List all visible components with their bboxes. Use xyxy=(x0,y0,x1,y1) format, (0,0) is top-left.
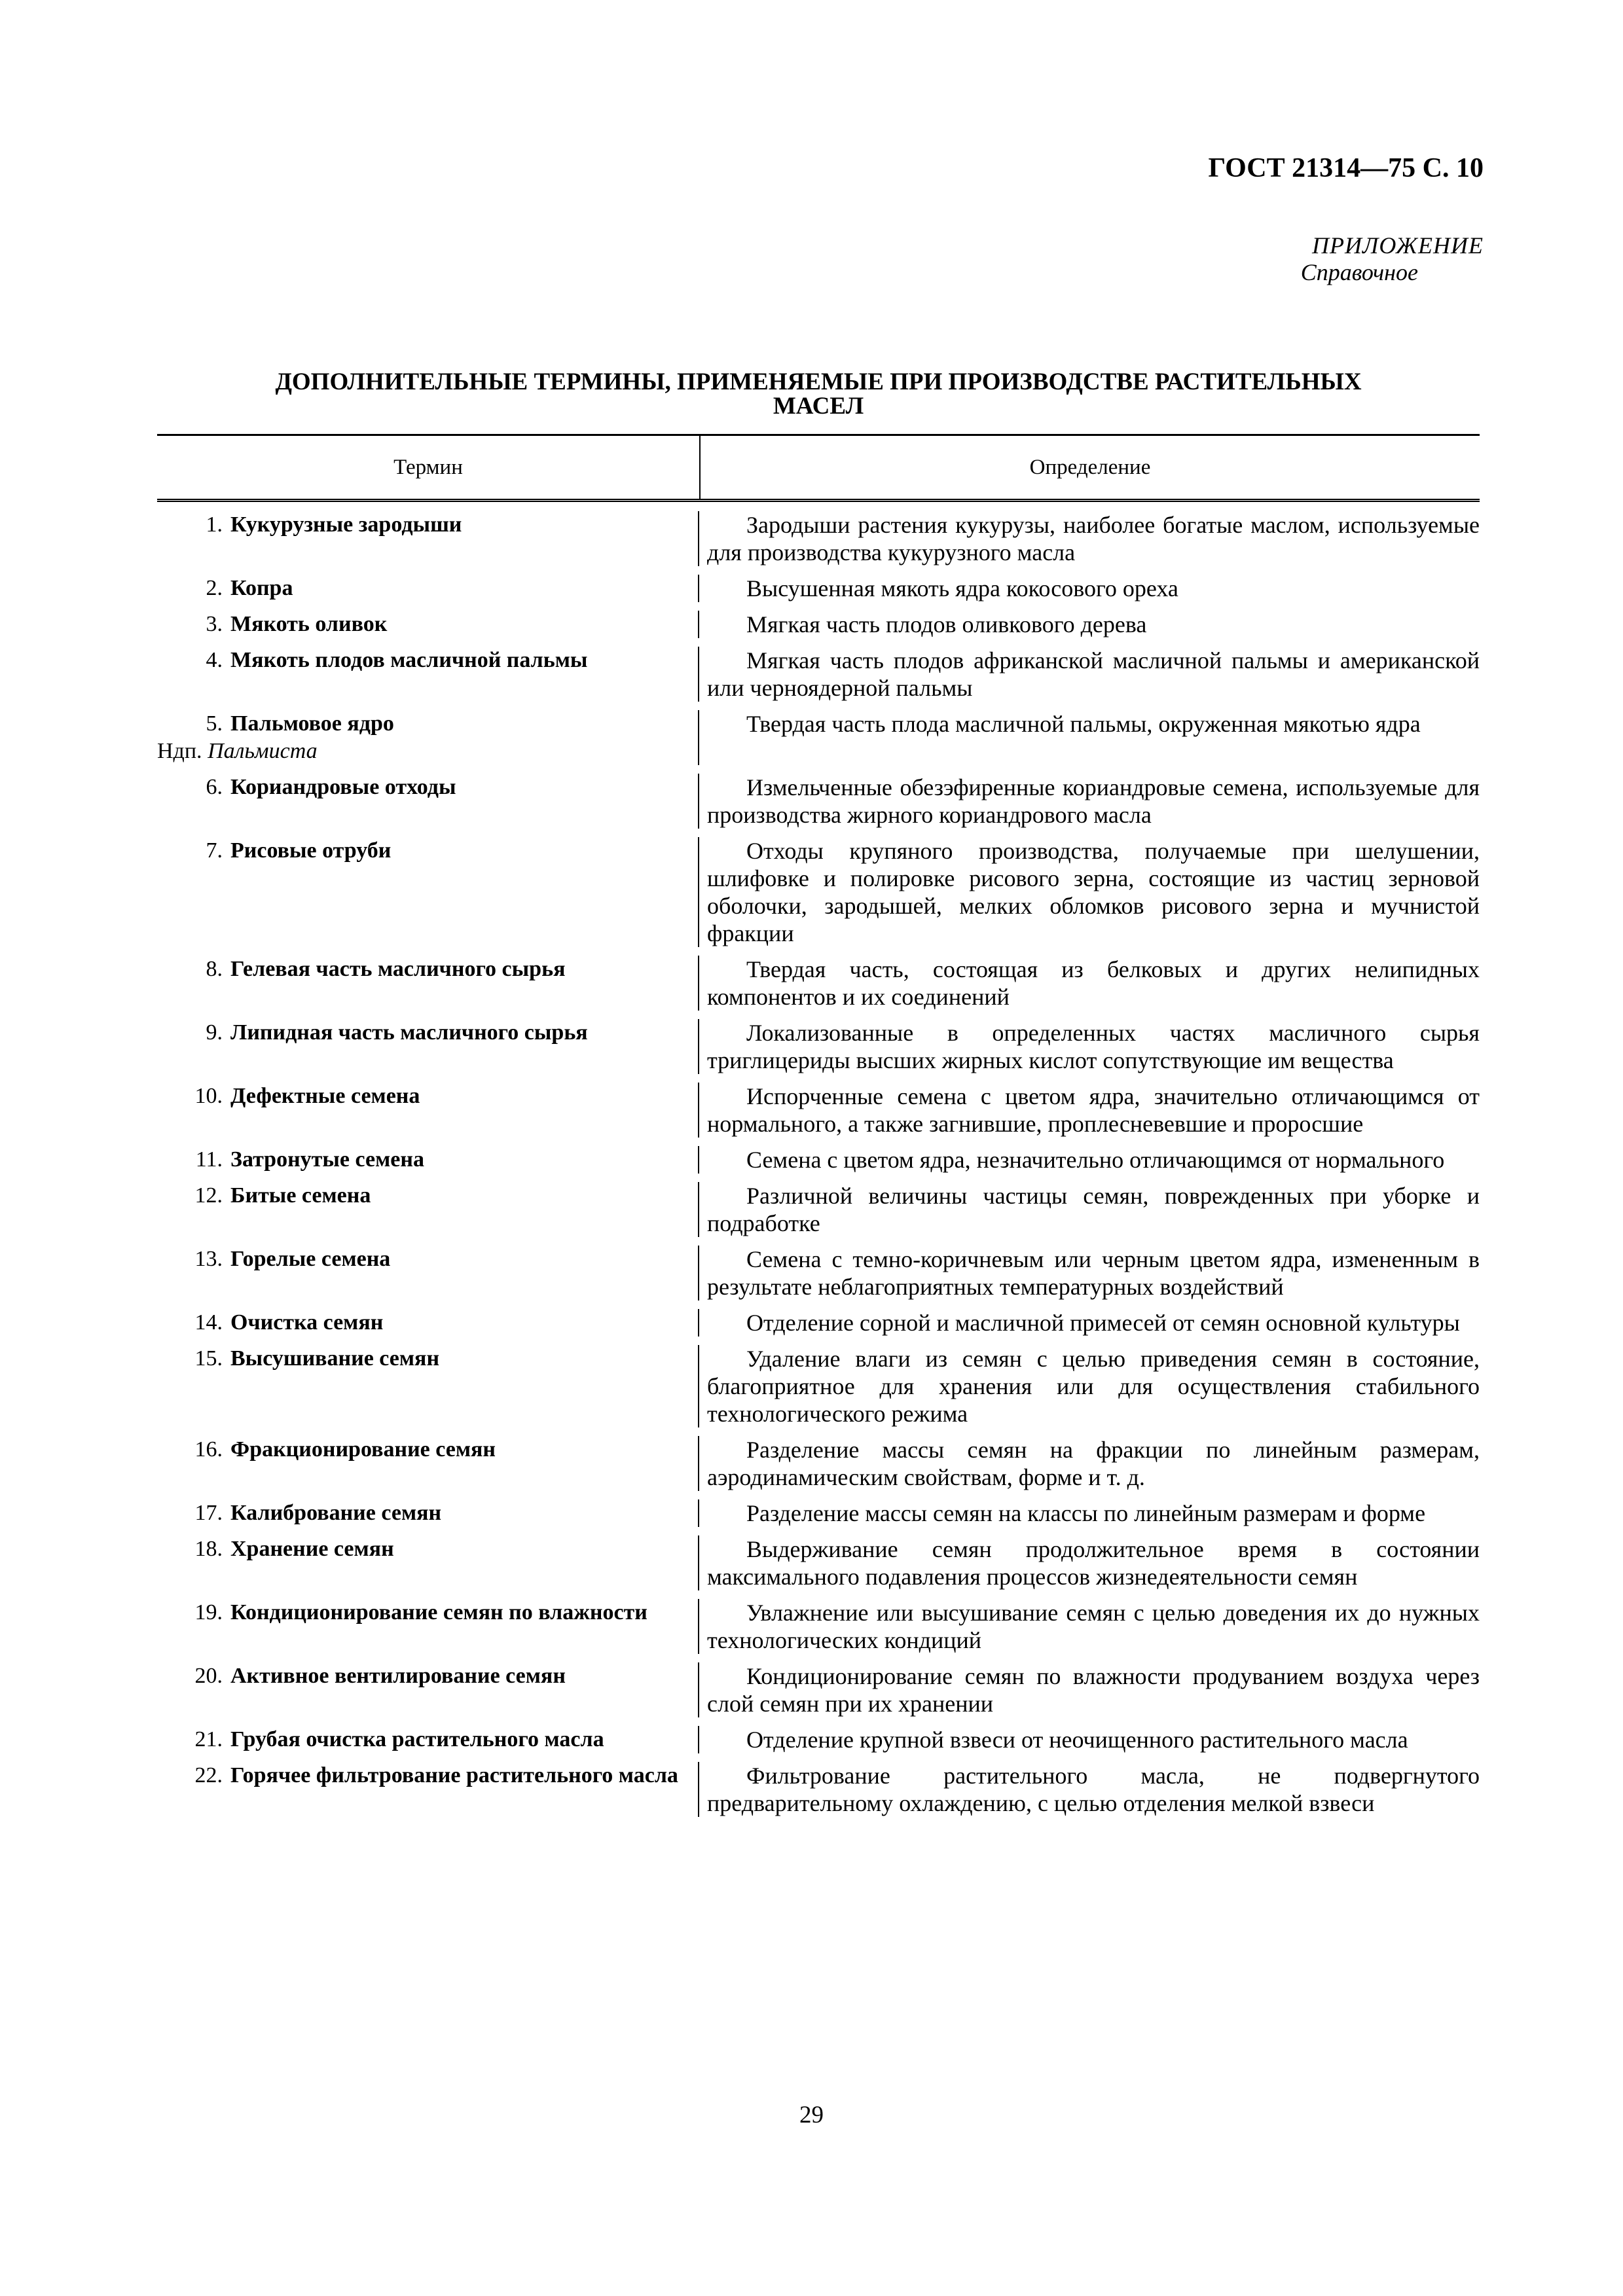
definition-cell xyxy=(699,647,1480,702)
definition-cell xyxy=(699,1146,1480,1174)
term-name: Мякоть оливок xyxy=(230,612,388,636)
term-cell xyxy=(157,611,699,638)
definition-text: Высушенная мякоть ядра кокосового ореха xyxy=(746,575,1178,601)
term-name: Активное вентилирование семян xyxy=(230,1664,566,1688)
term-number: 11. xyxy=(195,1147,223,1172)
term-cell xyxy=(157,1535,699,1590)
term-name: Мякоть плодов масличной пальмы xyxy=(230,648,588,672)
definition-cell xyxy=(699,1246,1480,1300)
definition-text: Отделение сорной и масличной примесей от семян основной культуры xyxy=(746,1310,1460,1336)
definition-text: Мягкая часть плодов оливкового дерева xyxy=(746,611,1147,637)
column-header-term: Термин xyxy=(157,436,701,499)
term-cell xyxy=(157,837,699,947)
term-cell xyxy=(157,647,699,702)
term-number: 12. xyxy=(194,1183,223,1208)
term-number: 2. xyxy=(206,576,223,600)
term-cell xyxy=(157,1436,699,1491)
term-name: Хранение семян xyxy=(230,1537,394,1561)
annex-type: Справочное xyxy=(1300,259,1418,286)
definition-cell xyxy=(699,1662,1480,1717)
page-title xyxy=(157,370,1480,418)
definition-cell xyxy=(699,1499,1480,1527)
definition-cell xyxy=(699,1345,1480,1427)
term-number: 5. xyxy=(206,711,223,736)
table-row xyxy=(157,1599,1480,1662)
table-row xyxy=(157,1345,1480,1436)
definition-cell xyxy=(699,1762,1480,1817)
definition-text: Удаление влаги из семян с целью приведения семян в состояние, благоприятное для хранения или для осуществления стабильного технологического режима xyxy=(707,1346,1480,1427)
term-number: 10. xyxy=(194,1084,223,1108)
annex-label: ПРИЛОЖЕНИЕ xyxy=(1312,232,1484,259)
table-body xyxy=(157,502,1480,1825)
title-line-2: МАСЕЛ xyxy=(773,393,864,420)
term-number: 9. xyxy=(206,1020,223,1045)
definition-cell xyxy=(699,1083,1480,1138)
column-header-definition: Определение xyxy=(1029,455,1151,479)
term-name: Кориандровые отходы xyxy=(230,775,456,799)
definition-cell xyxy=(699,611,1480,638)
definition-text: Отделение крупной взвеси от неочищенного растительного масла xyxy=(746,1727,1408,1753)
definition-cell xyxy=(699,1309,1480,1336)
table-row xyxy=(157,1019,1480,1083)
table-row xyxy=(157,1499,1480,1535)
term-cell xyxy=(157,1499,699,1527)
term-cell xyxy=(157,1146,699,1174)
annex-label-block xyxy=(1301,232,1484,287)
definition-cell xyxy=(699,1535,1480,1590)
definition-text: Семена с темно-коричневым или черным цветом ядра, измененным в результате неблагоприятных температурных воздействий xyxy=(707,1246,1480,1300)
table-row xyxy=(157,1083,1480,1146)
non-recommended-value: Пальмиста xyxy=(208,739,318,763)
term-cell xyxy=(157,1309,699,1336)
term-cell xyxy=(157,1019,699,1074)
term-name: Калибрование семян xyxy=(230,1501,442,1525)
table-row xyxy=(157,1662,1480,1726)
term-number: 8. xyxy=(206,957,223,981)
definition-cell xyxy=(699,1726,1480,1753)
table-row xyxy=(157,837,1480,956)
term-name: Горячее фильтрование растительного масла xyxy=(230,1763,678,1787)
term-cell xyxy=(157,956,699,1011)
term-name: Грубая очистка растительного масла xyxy=(230,1727,604,1751)
page-number: 29 xyxy=(799,2102,824,2128)
term-name: Пальмовое ядро xyxy=(230,711,394,736)
definition-text: Отходы крупяного производства, получаемые при шелушении, шлифовке и полировке рисового зерна, состоящие из частиц зерновой оболочки, зародышей, мелких обломков рисового зерна и мучнистой фракции xyxy=(707,838,1480,946)
term-name: Кондиционирование семян по влажности xyxy=(230,1600,647,1624)
table-row xyxy=(157,1246,1480,1309)
table-row xyxy=(157,774,1480,837)
term-name: Фракционирование семян xyxy=(230,1437,496,1462)
term-number: 13. xyxy=(194,1247,223,1271)
table-header xyxy=(157,434,1480,502)
definition-text: Кондиционирование семян по влажности продуванием воздуха через слой семян при их хранении xyxy=(707,1663,1480,1717)
term-cell xyxy=(157,1599,699,1654)
table-row xyxy=(157,710,1480,774)
definition-cell xyxy=(699,1599,1480,1654)
definition-text: Мягкая часть плодов африканской масличной пальмы и американской или черноядерной пальмы xyxy=(707,647,1480,701)
table-row xyxy=(157,1762,1480,1825)
term-number: 15. xyxy=(194,1346,223,1371)
term-cell xyxy=(157,1345,699,1427)
definition-text: Локализованные в определенных частях масличного сырья триглицериды высших жирных кислот сопутствующие им вещества xyxy=(707,1020,1480,1073)
term-number: 22. xyxy=(194,1763,223,1787)
term-name: Дефектные семена xyxy=(230,1084,420,1108)
non-recommended-label: Ндп. xyxy=(157,739,202,763)
term-cell xyxy=(157,710,699,765)
term-number: 21. xyxy=(194,1727,223,1751)
definition-cell xyxy=(699,1019,1480,1074)
table-row xyxy=(157,1146,1480,1182)
term-number: 16. xyxy=(194,1437,223,1462)
term-number: 6. xyxy=(206,775,223,799)
definition-text: Фильтрование растительного масла, не подвергнутого предварительному охлаждению, с целью отделения мелкой взвеси xyxy=(707,1763,1480,1816)
table-row xyxy=(157,1535,1480,1599)
definition-text: Измельченные обезэфиренные кориандровые семена, используемые для производства жирного кориандрового масла xyxy=(707,774,1480,828)
term-number: 4. xyxy=(206,648,223,672)
title-line-1: ДОПОЛНИТЕЛЬНЫЕ ТЕРМИНЫ, ПРИМЕНЯЕМЫЕ ПРИ ПРОИЗВОДСТВЕ РАСТИТЕЛЬНЫХ xyxy=(275,368,1362,395)
definition-cell xyxy=(699,511,1480,566)
non-recommended-term xyxy=(157,738,686,765)
term-cell xyxy=(157,1662,699,1717)
definition-text: Увлажнение или высушивание семян с целью доведения их до нужных технологических кондиций xyxy=(707,1600,1480,1653)
definition-cell xyxy=(699,710,1480,765)
definition-cell xyxy=(699,1436,1480,1491)
term-number: 1. xyxy=(206,512,223,537)
term-number: 20. xyxy=(194,1664,223,1688)
definition-cell xyxy=(699,774,1480,829)
term-cell xyxy=(157,1182,699,1237)
term-number: 7. xyxy=(206,838,223,863)
definition-text: Разделение массы семян на классы по линейным размерам и форме xyxy=(746,1500,1426,1526)
term-name: Копра xyxy=(230,576,293,600)
term-name: Липидная часть масличного сырья xyxy=(230,1020,588,1045)
table-row xyxy=(157,1309,1480,1345)
term-cell xyxy=(157,575,699,602)
term-name: Высушивание семян xyxy=(230,1346,440,1371)
table-row xyxy=(157,1726,1480,1762)
term-name: Затронутые семена xyxy=(230,1147,424,1172)
table-row xyxy=(157,575,1480,611)
term-cell xyxy=(157,1083,699,1138)
document-code: ГОСТ 21314—75 С. 10 xyxy=(1208,153,1484,183)
term-cell xyxy=(157,774,699,829)
term-cell xyxy=(157,511,699,566)
term-name: Очистка семян xyxy=(230,1310,384,1335)
table-row xyxy=(157,611,1480,647)
definition-text: Семена с цветом ядра, незначительно отличающимся от нормального xyxy=(746,1147,1445,1173)
definition-text: Зародыши растения кукурузы, наиболее богатые маслом, используемые для производства кукурузного масла xyxy=(707,512,1480,565)
terms-table xyxy=(157,434,1480,1825)
definition-cell xyxy=(699,956,1480,1011)
table-row xyxy=(157,1182,1480,1246)
term-name: Кукурузные зародыши xyxy=(230,512,462,537)
term-cell xyxy=(157,1246,699,1300)
term-name: Битые семена xyxy=(230,1183,371,1208)
table-row xyxy=(157,956,1480,1019)
term-number: 18. xyxy=(194,1537,223,1561)
definition-text: Различной величины частицы семян, поврежденных при уборке и подработке xyxy=(707,1183,1480,1236)
term-name: Гелевая часть масличного сырья xyxy=(230,957,566,981)
definition-text: Испорченные семена с цветом ядра, значительно отличающимся от нормального, а также загнившие, проплесневевшие и проросшие xyxy=(707,1083,1480,1137)
definition-text: Разделение массы семян на фракции по линейным размерам, аэродинамическим свойствам, форме и т. д. xyxy=(707,1437,1480,1490)
term-cell xyxy=(157,1762,699,1817)
term-number: 14. xyxy=(194,1310,223,1335)
definition-text: Выдерживание семян продолжительное время в состоянии максимального подавления процессов жизнедеятельности семян xyxy=(707,1536,1480,1590)
definition-text: Твердая часть, состоящая из белковых и других нелипидных компонентов и их соединений xyxy=(707,956,1480,1010)
table-row xyxy=(157,511,1480,575)
term-name: Рисовые отруби xyxy=(230,838,392,863)
definition-text: Твердая часть плода масличной пальмы, окруженная мякотью ядра xyxy=(746,711,1421,737)
term-cell xyxy=(157,1726,699,1753)
table-row xyxy=(157,1436,1480,1499)
term-number: 3. xyxy=(206,612,223,636)
definition-cell xyxy=(699,575,1480,602)
definition-cell xyxy=(699,837,1480,947)
definition-cell xyxy=(699,1182,1480,1237)
term-number: 19. xyxy=(194,1600,223,1624)
table-row xyxy=(157,647,1480,710)
term-name: Горелые семена xyxy=(230,1247,391,1271)
term-number: 17. xyxy=(194,1501,223,1525)
